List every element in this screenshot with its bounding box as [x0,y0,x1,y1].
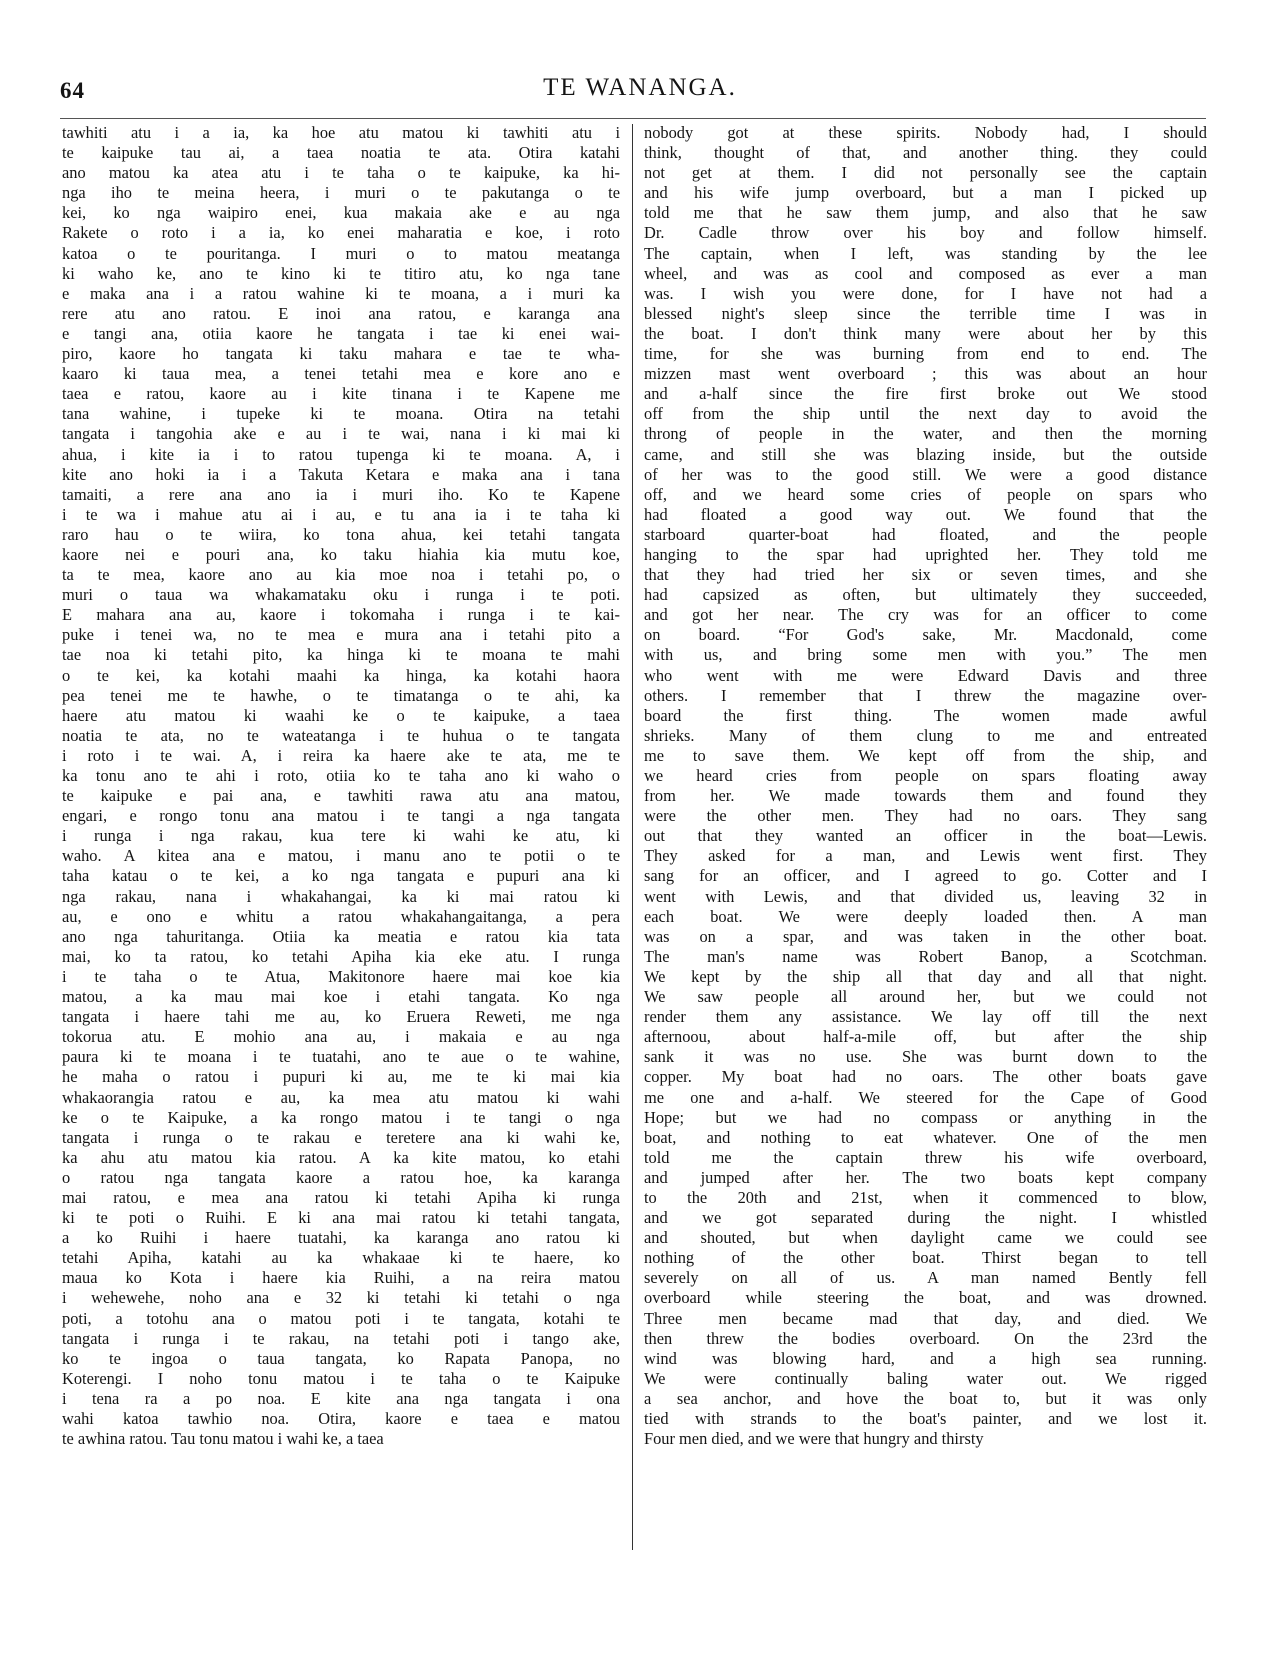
text-line: mai, ko ta ratou, ko tetahi Apiha kia eke atu. I runga [62,946,620,966]
text-line: kite ano hoki ia i a Takuta Ketara e maka ana i tana [62,464,620,484]
text-line: went with Lewis, and that divided us, leaving 32 in [644,886,1207,906]
text-line: mai ratou, e mea ana ratou ki tetahi Apiha ki runga [62,1187,620,1207]
page-number: 64 [60,78,85,103]
text-line: with us, and bring some men with you.” The men [644,645,1207,665]
text-line: wheel, and was as cool and composed as ever a man [644,263,1207,283]
text-line: nga iho te meina heera, i muri o te pakutanga o te [62,183,620,203]
text-line: ta te mea, kaore ano au kia moe noa i tetahi po, o [62,565,620,585]
text-line: kei, ko nga waipiro enei, kua makaia ake e au nga [62,203,620,223]
text-line: tawhiti atu i a ia, ka hoe atu matou ki tawhiti atu i [62,123,620,142]
text-line: others. I remember that I threw the magazine over- [644,685,1207,705]
text-line: e maka ana i a ratou wahine ki te moana, a i muri ka [62,283,620,303]
english-text-column [644,123,1207,1551]
text-line: render them any assistance. We lay off till the next [644,1007,1207,1027]
text-line: katoa o te pouritanga. I muri o to matou meatanga [62,243,620,263]
text-line: copper. My boat had no oars. The other boats gave [644,1067,1207,1087]
text-line: nga rakau, nana i whakahangai, ka ki mai ratou ki [62,886,620,906]
text-line: starboard quarter-boat had floated, and the people [644,524,1207,544]
text-line: a ko Ruihi i haere tuatahi, ka karanga ano ratou ki [62,1228,620,1248]
text-line: board the first thing. The women made awful [644,705,1207,725]
text-line: o te kei, ka kotahi maahi ka hinga, ka kotahi haora [62,665,620,685]
text-line: and got her near. The cry was for an officer to come [644,605,1207,625]
text-line: kaore nei e pouri ana, ko taku hiahia kia mutu koe, [62,544,620,564]
text-line: puke i tenei wa, no te mea e mura ana i tetahi pito a [62,625,620,645]
text-line: then threw the bodies overboard. On the 23rd the [644,1328,1207,1348]
text-line: severely on all of us. A man named Bently fell [644,1268,1207,1288]
text-line: not get at them. I did not personally see the captain [644,163,1207,183]
text-line: te kaipuke tau ai, a taea noatia te ata. Otira katahi [62,143,620,163]
text-line: blessed night's sleep since the terrible time I was in [644,303,1207,323]
text-line: came, and still she was blazing inside, but the outside [644,444,1207,464]
text-line: matou, a ka mau mai koe i etahi tangata. Ko nga [62,987,620,1007]
text-line: noatia te ata, no te wateatanga i te huhua o te tangata [62,725,620,745]
text-line: tangata i tangohia ake e au i te wai, nana i ki mai ki [62,424,620,444]
text-line: Rakete o roto i a ia, ko enei maharatia e koe, i roto [62,223,620,243]
text-line: e tangi ana, otiia kaore he tangata i tae ki enei wai- [62,323,620,343]
text-line: was on a spar, and was taken in the other boat. [644,926,1207,946]
text-line: tetahi Apiha, katahi au ka whakaae ki te haere, ko [62,1248,620,1268]
text-line: and we got separated during the night. I whistled [644,1208,1207,1228]
text-line: i runga i nga rakau, kua tere ki wahi ke atu, ki [62,826,620,846]
text-line: shrieks. Many of them clung to me and entreated [644,725,1207,745]
text-line: au, e ono e whitu a ratou whakahangaitanga, a pera [62,906,620,926]
text-line: who went with me were Edward Davis and three [644,665,1207,685]
text-line: ahua, i kite ia i to ratou tupenga ki te moana. A, i [62,444,620,464]
text-line: off, and we heard some cries of people on spars who [644,484,1207,504]
text-line: i te taha o te Atua, Makitonore haere mai koe kia [62,966,620,986]
text-line: Three men became mad that day, and died. We [644,1308,1207,1328]
text-line: The man's name was Robert Banop, a Scotchman. [644,946,1207,966]
text-line: ki waho ke, ano te kino ki te titiro atu, ko nga tane [62,263,620,283]
text-line: i te wa i mahue atu ai i au, e tu ana ia i te taha ki [62,504,620,524]
header-rule [60,118,1206,119]
text-line: ano matou ka atea atu i te taha o te kaipuke, ka hi- [62,163,620,183]
text-line: hanging to the spar had uprighted her. They told me [644,544,1207,564]
text-line: haere atu matou ki waahi ke o te kaipuke, a taea [62,705,620,725]
text-line: nothing of the other boat. Thirst began to tell [644,1248,1207,1268]
text-line: o ratou nga tangata kaore a ratou hoe, ka karanga [62,1167,620,1187]
text-line: Four men died, and we were that hungry and thirsty [644,1429,984,1449]
text-line: a sea anchor, and hove the boat to, but it was only [644,1388,1207,1408]
text-line: te kaipuke e pai ana, e tawhiti rawa atu ana matou, [62,786,620,806]
text-line: tangata i haere tahi me au, ko Eruera Reweti, me nga [62,1007,620,1027]
text-line: and his wife jump overboard, but a man I picked up [644,183,1207,203]
text-line: we heard cries from people on spars floating away [644,766,1207,785]
text-line: told me the captain threw his wife overboard, [644,1147,1207,1167]
text-line: and a-half since the fire first broke out We stood [644,384,1207,404]
text-line: sang for an officer, and I agreed to go. Cotter and I [644,866,1207,886]
text-line: i tena ra a po noa. E kite ana nga tangata i ona [62,1388,620,1408]
text-line: on board. “For God's sake, Mr. Macdonald, come [644,625,1207,645]
text-line: of her was to the good still. We were a good distance [644,464,1207,484]
text-line: paura ki te moana i te tuatahi, ano te aue o te wahine, [62,1047,620,1067]
text-line: We kept by the ship all that day and all that night. [644,966,1207,986]
text-line: Dr. Cadle throw over his boy and follow himself. [644,223,1207,243]
running-title: TE WANANGA. [543,74,737,101]
text-line: me one and a-half. We steered for the Cape of Good [644,1087,1207,1107]
text-line: ano nga tahuritanga. Otiia ka meatia e ratou kia tata [62,926,620,946]
text-line: ke o te Kaipuke, a ka rongo matou i te tangi o nga [62,1107,620,1127]
text-line: tana wahine, i tupeke ki te moana. Otira na tetahi [62,404,620,424]
text-line: and jumped after her. The two boats kept company [644,1167,1207,1187]
text-line: maua ko Kota i haere kia Ruihi, a na reira matou [62,1268,620,1288]
text-line: afternoou, about half-a-mile off, but after the ship [644,1027,1207,1047]
text-line: was. I wish you were done, for I have not had a [644,283,1207,303]
text-line: think, thought of that, and another thing. they could [644,143,1207,163]
text-line: We saw people all around her, but we could not [644,987,1207,1007]
text-line: tamaiti, a rere ana ano ia i muri iho. Ko te Kapene [62,484,620,504]
text-line: taha katau o te kei, a ko nga tangata e pupuri ana ki [62,866,620,886]
text-line: to the 20th and 21st, when it commenced to blow, [644,1187,1207,1207]
text-line: told me that he saw them jump, and also that he saw [644,203,1207,223]
text-line: Hope; but we had no compass or anything in the [644,1107,1207,1127]
text-line: tae noa ki tetahi pito, ka hinga ki te moana te mahi [62,645,620,665]
text-line: from her. We made towards them and found they [644,786,1207,806]
text-line: throng of people in the water, and then the morning [644,424,1207,444]
text-line: ka tonu ano te ahi i roto, otiia ko te taha ano ki waho o [62,766,620,785]
column-divider [632,124,633,1550]
text-line: ko te ingoa o taua tangata, ko Rapata Panopa, no [62,1348,620,1368]
text-line: waho. A kitea ana e matou, i manu ano te potii o te [62,846,620,866]
text-line: the boat. I don't think many were about her by this [644,323,1207,343]
text-line: te awhina ratou. Tau tonu matou i wahi ke, a taea [62,1429,384,1449]
text-line: piro, kaore ho tangata ki taku mahara e tae te wha- [62,344,620,364]
text-line: They asked for a man, and Lewis went first. They [644,846,1207,866]
text-line: raro hau o te wiira, ko tona ahua, kei tetahi tangata [62,524,620,544]
text-line: and shouted, but when daylight came we could see [644,1228,1207,1248]
text-line: whakaorangia ratou e au, ka mea atu matou ki wahi [62,1087,620,1107]
text-line: he maha o ratou i pupuri ki au, me te ki mai kia [62,1067,620,1087]
text-line: time, for she was burning from end to end. The [644,344,1207,364]
text-line: were the other men. They had no oars. They sang [644,806,1207,826]
text-line: i wehewehe, noho ana e 32 ki tetahi ki tetahi o nga [62,1288,620,1308]
text-line: that they had tried her six or seven times, and she [644,565,1207,585]
text-line: each boat. We were deeply loaded then. A man [644,906,1207,926]
text-line: The captain, when I left, was standing by the lee [644,243,1207,263]
text-line: kaaro ki taua mea, a tenei tetahi mea e kore ano e [62,364,620,384]
text-line: ki te poti o Ruihi. E ki ana mai ratou ki tetahi tangata, [62,1208,620,1228]
text-line: off from the ship until the next day to avoid the [644,404,1207,424]
text-line: sank it was no use. She was burnt down to the [644,1047,1207,1067]
text-line: wind was blowing hard, and a high sea running. [644,1348,1207,1368]
text-line: tangata i runga i te rakau, na tetahi poti i tango ake, [62,1328,620,1348]
text-line: tokorua atu. E mohio ana au, i makaia e au nga [62,1027,620,1047]
maori-text-column [62,123,620,1551]
text-line: me to save them. We kept off from the ship, and [644,745,1207,765]
text-line: We were continually baling water out. We rigged [644,1368,1207,1388]
text-line: out that they wanted an officer in the boat—Lewis. [644,826,1207,846]
text-line: nobody got at these spirits. Nobody had, I should [644,123,1207,142]
text-line: pea tenei me te hawhe, o te timatanga o te ahi, ka [62,685,620,705]
text-line: overboard while steering the boat, and was drowned. [644,1288,1207,1308]
text-line: rere atu ano ratou. E inoi ana ratou, e karanga ana [62,303,620,323]
text-line: Koterengi. I noho tonu matou i te taha o te Kaipuke [62,1368,620,1388]
text-line: taea e ratou, kaore au i kite tinana i te Kapene me [62,384,620,404]
text-line: mizzen mast went overboard ; this was about an hour [644,364,1207,384]
text-line: E mahara ana au, kaore i tokomaha i runga i te kai- [62,605,620,625]
text-line: had floated a good way out. We found that the [644,504,1207,524]
text-line: i roto i te wai. A, i reira ka haere ake te ata, me te [62,745,620,765]
text-line: engari, e rongo tonu ana matou i te tangi a nga tangata [62,806,620,826]
text-line: wahi katoa tawhio noa. Otira, kaore e taea e matou [62,1409,620,1428]
text-line: had capsized as often, but ultimately they succeeded, [644,585,1207,605]
text-line: tied with strands to the boat's painter, and we lost it. [644,1409,1207,1428]
text-line: tangata i runga o te rakau e teretere ana ki wahi ke, [62,1127,620,1147]
text-line: boat, and nothing to eat whatever. One of the men [644,1127,1207,1147]
text-line: poti, a totohu ana o matou poti i te tangata, kotahi te [62,1308,620,1328]
text-line: ka ahu atu matou kia ratou. A ka kite matou, ko etahi [62,1147,620,1167]
text-line: muri o taua wa whakamataku oku i runga i te poti. [62,585,620,605]
